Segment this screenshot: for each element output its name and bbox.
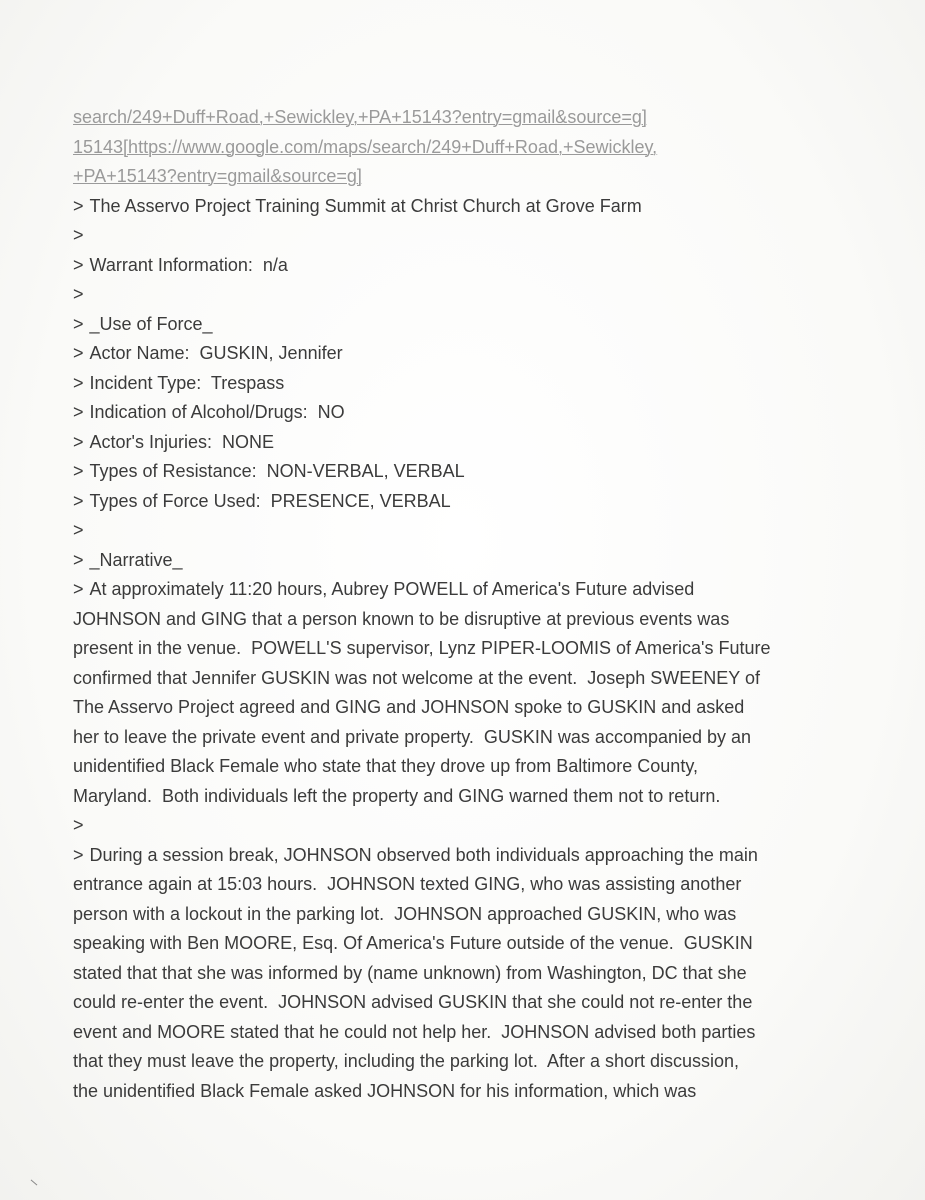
quote-marker: > (73, 225, 84, 245)
quote-marker: > (73, 284, 84, 304)
narrative-line: > At approximately 11:20 hours, Aubrey POWELL of America's Future advised (73, 579, 695, 599)
narrative-line: entrance again at 15:03 hours. JOHNSON texted GING, who was assisting another (73, 874, 742, 894)
quoted-line-field (73, 369, 883, 399)
narrative-line: Maryland. Both individuals left the property and GING warned them not to return. (73, 785, 721, 806)
quote-marker: > (73, 490, 84, 511)
quote-marker: > (73, 402, 84, 422)
quoted-blank-line (73, 516, 883, 546)
force-types: Types of Force Used: PRESENCE, VERBAL (89, 490, 451, 511)
quote-marker: > (73, 431, 84, 452)
map-link[interactable]: +PA+15143?entry=gmail&source=g] (73, 166, 362, 186)
quoted-line-heading (73, 546, 883, 576)
quote-marker: > (73, 579, 84, 599)
quoted-blank-line (73, 280, 883, 310)
narrative-line: present in the venue. POWELL'S supervisor, Lynz PIPER-LOOMIS of America's Future (73, 638, 771, 658)
quote-marker: > (73, 313, 84, 334)
narrative-line: confirmed that Jennifer GUSKIN was not welcome at the event. Joseph SWEENEY of (73, 667, 760, 688)
narrative-line: that they must leave the property, including the parking lot. After a short discussion, (73, 1051, 740, 1071)
narrative-line: could re-enter the event. JOHNSON advised GUSKIN that she could not re-enter the (73, 992, 753, 1012)
quoted-line-field (73, 457, 883, 487)
narrative-line: unidentified Black Female who state that they drove up from Baltimore County, (73, 756, 698, 776)
map-link[interactable]: search/249+Duff+Road,+Sewickley,+PA+15143?entry=gmail&source=g] (73, 107, 647, 127)
narrative-line: speaking with Ben MOORE, Esq. Of America's Future outside of the venue. GUSKIN (73, 933, 753, 953)
quote-marker: > (73, 844, 84, 865)
url-line[interactable] (73, 103, 883, 133)
narrative-line: her to leave the private event and private property. GUSKIN was accompanied by an (73, 726, 752, 747)
quoted-blank-line (73, 221, 883, 251)
alcohol-drugs: Indication of Alcohol/Drugs: NO (89, 402, 345, 422)
quoted-line-field (73, 487, 883, 517)
scan-speck (31, 1180, 38, 1186)
url-line[interactable] (73, 162, 883, 192)
quote-marker: > (73, 461, 84, 481)
quote-marker: > (73, 815, 84, 835)
narrative-line: the unidentified Black Female asked JOHNSON for his information, which was (73, 1080, 697, 1101)
warrant-info: Warrant Information: n/a (89, 254, 288, 275)
quote-marker: > (73, 254, 84, 275)
event-name: The Asservo Project Training Summit at Christ Church at Grove Farm (89, 195, 642, 216)
quote-marker: > (73, 343, 84, 363)
quote-marker: > (73, 195, 84, 216)
narrative-line: The Asservo Project agreed and GING and JOHNSON spoke to GUSKIN and asked (73, 697, 745, 717)
narrative-line: JOHNSON and GING that a person known to be disruptive at previous events was (73, 608, 730, 629)
quoted-line-field (73, 398, 883, 428)
email-body (73, 103, 883, 1106)
quote-marker: > (73, 372, 84, 393)
quoted-line-event (73, 192, 883, 222)
incident-type: Incident Type: Trespass (89, 372, 285, 393)
quoted-line-field (73, 428, 883, 458)
actor-name: Actor Name: GUSKIN, Jennifer (89, 343, 343, 363)
map-link[interactable]: 15143[https://www.google.com/maps/search/249+Duff+Road,+Sewickley, (73, 136, 658, 157)
narrative-heading: _Narrative_ (89, 549, 183, 570)
narrative-line: person with a lockout in the parking lot. JOHNSON approached GUSKIN, who was (73, 903, 737, 924)
narrative-line: event and MOORE stated that he could not help her. JOHNSON advised both parties (73, 1021, 756, 1042)
narrative-line: > During a session break, JOHNSON observed both individuals approaching the main (73, 844, 758, 865)
resistance-types: Types of Resistance: NON-VERBAL, VERBAL (89, 461, 465, 481)
quoted-line-warrant (73, 251, 883, 281)
quoted-line-heading (73, 310, 883, 340)
quoted-line-field (73, 339, 883, 369)
quoted-blank-line (73, 811, 883, 841)
actor-injuries: Actor's Injuries: NONE (89, 431, 274, 452)
quote-marker: > (73, 520, 84, 540)
quote-marker: > (73, 549, 84, 570)
use-of-force-heading: _Use of Force_ (89, 313, 213, 334)
url-line[interactable] (73, 133, 883, 163)
narrative-line: stated that that she was informed by (name unknown) from Washington, DC that she (73, 962, 747, 983)
